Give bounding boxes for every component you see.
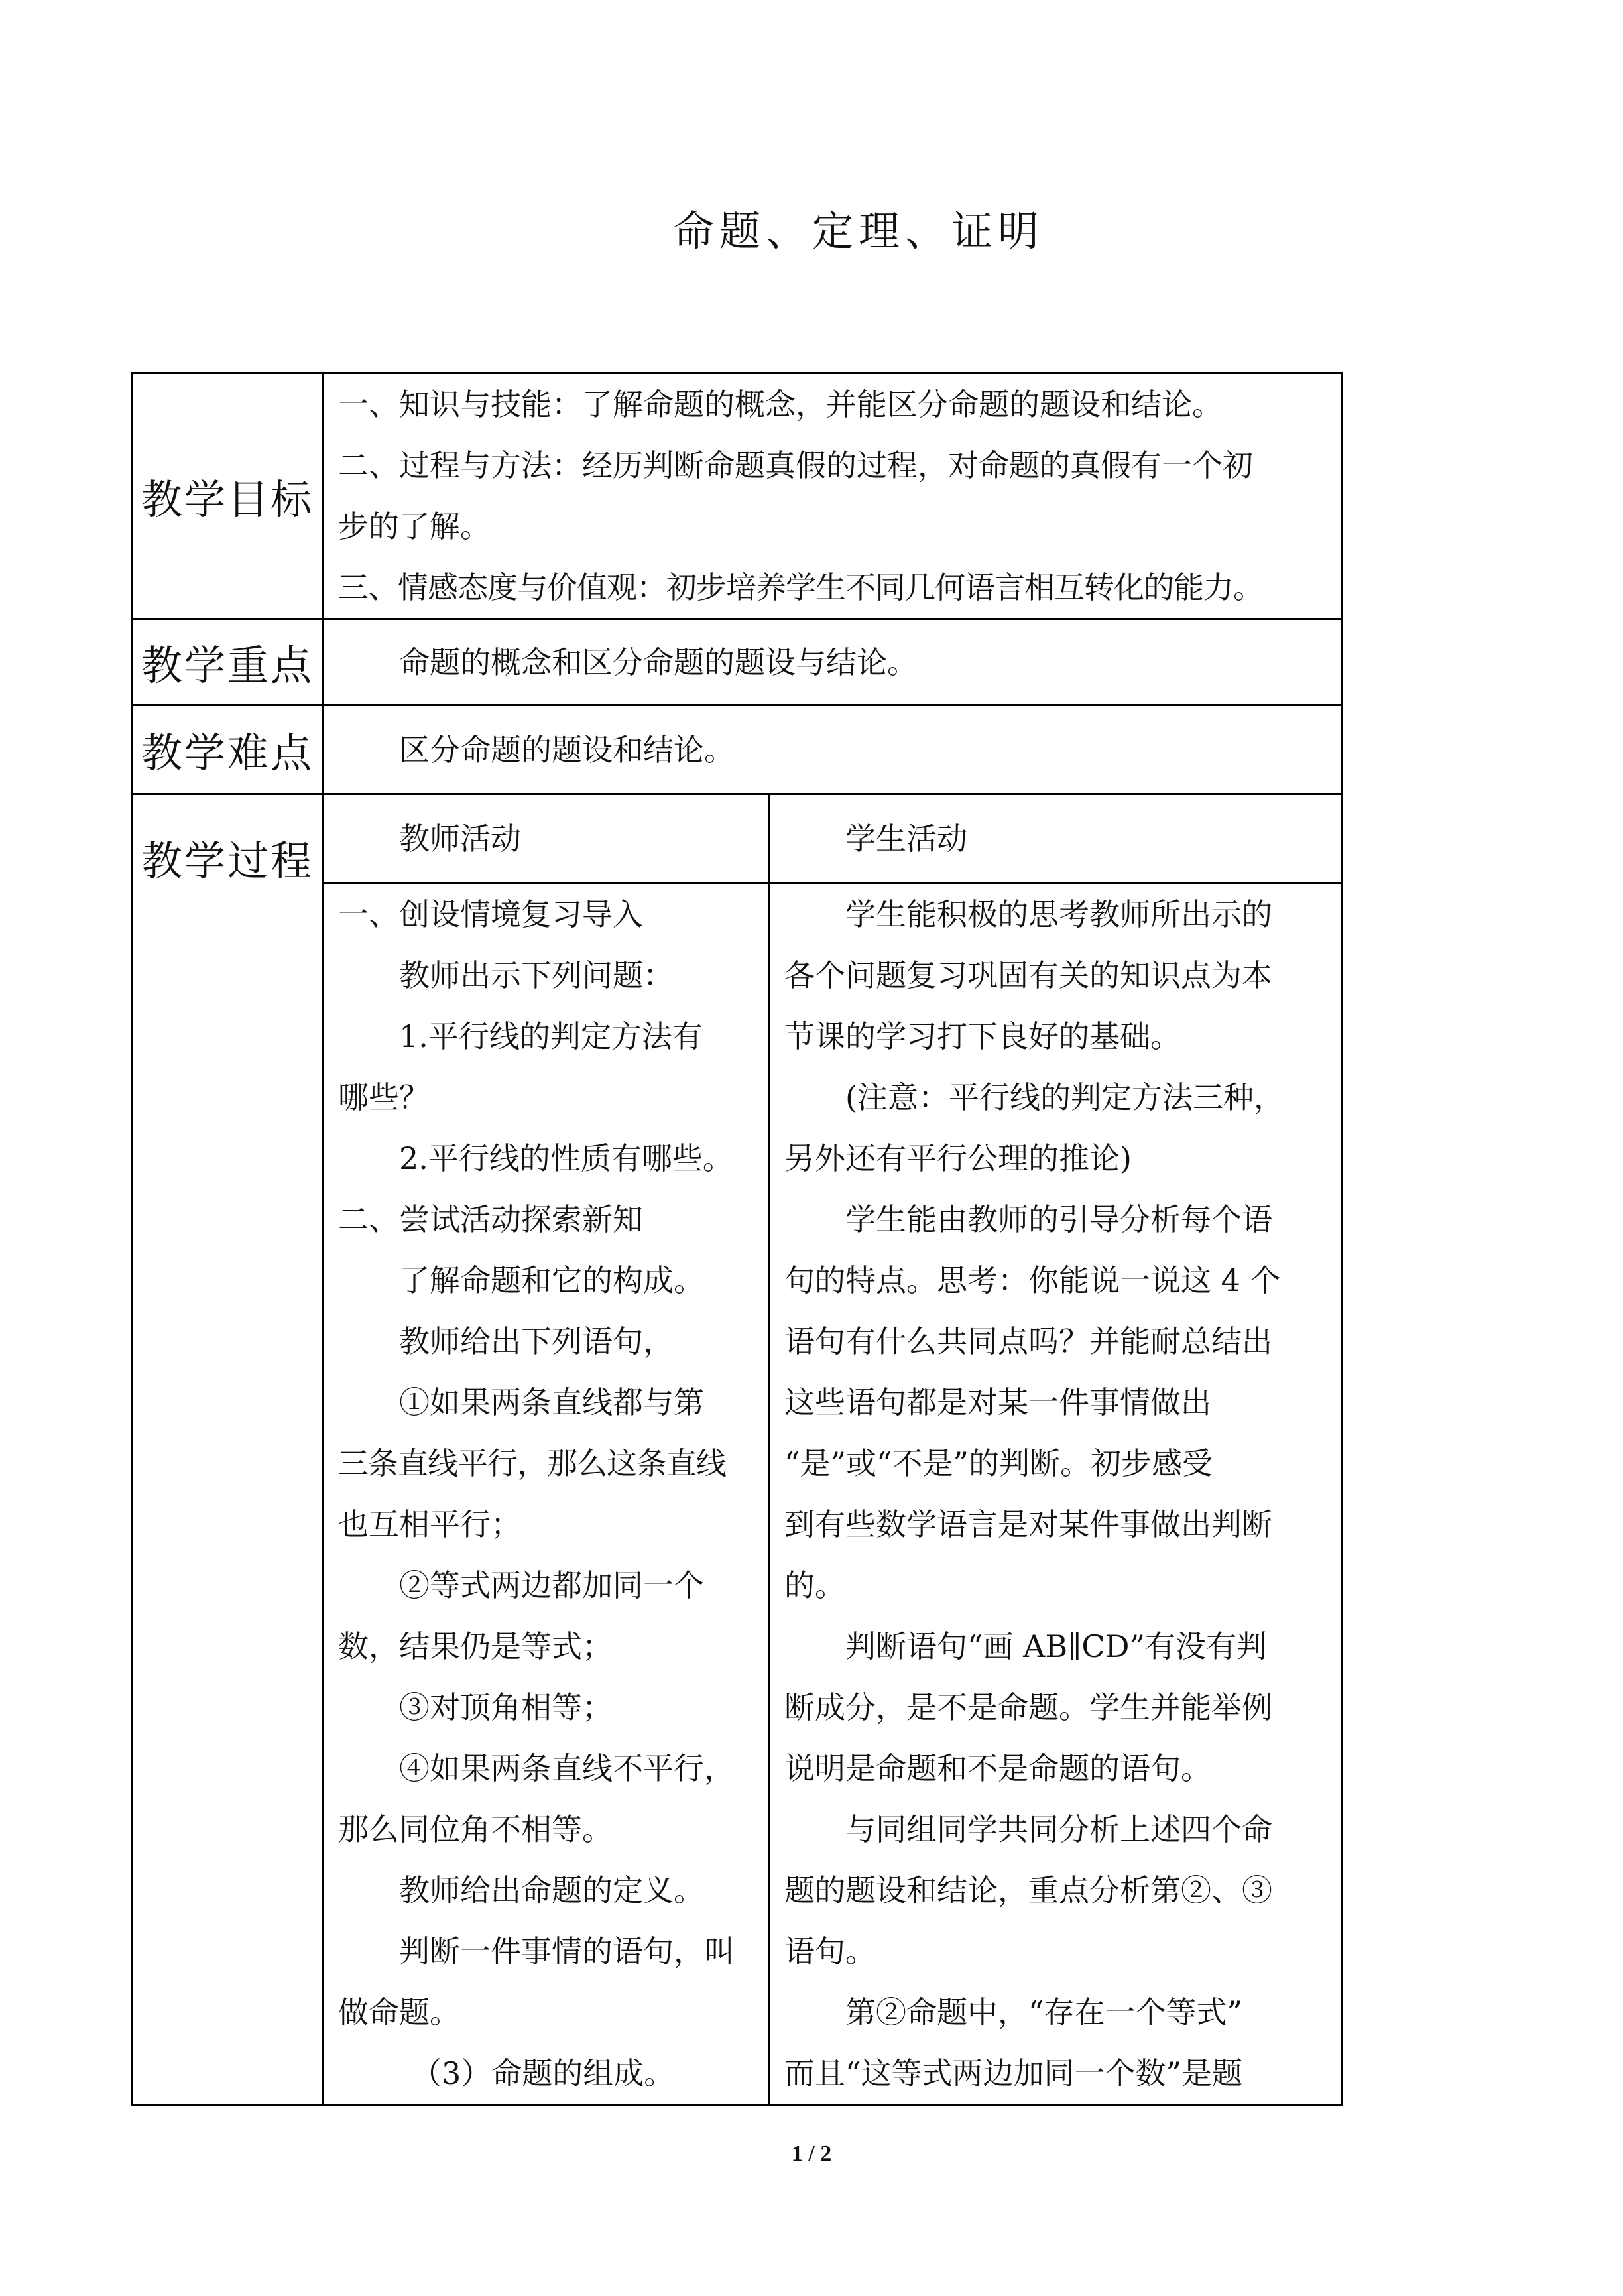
student-line: 第②命题中，“存在一个等式”: [845, 1994, 1243, 2030]
difficulty-text: 区分命题的题设和结论。: [399, 731, 735, 768]
teacher-header-cell: [323, 794, 769, 883]
teacher-line: ③对顶角相等；: [399, 1689, 613, 1725]
objective-line: 步的了解。: [338, 509, 491, 544]
student-line: 学生能由教师的引导分析每个语: [845, 1201, 1272, 1237]
teacher-line: （3）命题的组成。: [411, 2055, 675, 2091]
difficulty-content: [323, 705, 1342, 794]
teacher-line: 三条直线平行，那么这条直线: [338, 1445, 726, 1481]
difficulty-row: [133, 705, 1342, 794]
student-line: 语句。: [784, 1933, 876, 1969]
teacher-line: ④如果两条直线不平行，: [399, 1750, 735, 1786]
teacher-line: 判断一件事情的语句，叫: [399, 1933, 735, 1969]
student-line: 这些语句都是对某一件事情做出: [784, 1384, 1211, 1420]
student-line: “是”或“不是”的判断。初步感受: [784, 1445, 1213, 1481]
teacher-line: 那么同位角不相等。: [338, 1811, 613, 1847]
student-line: 节课的学习打下良好的基础。: [784, 1018, 1181, 1054]
teacher-line: 也互相平行；: [338, 1506, 521, 1542]
teacher-line: 教师给出下列语句，: [399, 1323, 674, 1359]
objectives-label: 教学目标: [133, 373, 323, 619]
teacher-line: ①如果两条直线都与第: [399, 1384, 704, 1420]
teacher-line: 2.平行线的性质有哪些。: [399, 1140, 733, 1176]
objective-line: 二、过程与方法：经历判断命题真假的过程，对命题的真假有一个初: [338, 448, 1253, 483]
process-label-cell: [133, 794, 323, 2105]
key-point-row: [133, 619, 1342, 705]
student-line: 另外还有平行公理的推论): [784, 1140, 1132, 1176]
objectives-content: [323, 373, 1342, 619]
page-number: 1 / 2: [791, 2142, 832, 2166]
objective-line: 一、知识与技能：了解命题的概念，并能区分命题的题设和结论。: [338, 387, 1223, 422]
key-point-content: [323, 619, 1342, 705]
student-line: 而且“这等式两边加同一个数”是题: [784, 2055, 1243, 2091]
objectives-row: [133, 373, 1342, 619]
teacher-line: 一、创设情境复习导入: [338, 896, 643, 932]
key-point-label: 教学重点: [133, 619, 323, 705]
student-line: 到有些数学语言是对某件事做出判断: [784, 1506, 1272, 1542]
student-header: 学生活动: [845, 820, 967, 857]
process-label: 教学过程: [141, 837, 314, 885]
teacher-line: 哪些？: [338, 1079, 430, 1115]
teacher-line: 数，结果仍是等式；: [338, 1628, 613, 1664]
student-line: 的。: [784, 1567, 845, 1603]
objective-line: 三、情感态度与价值观：初步培养学生不同几何语言相互转化的能力。: [338, 570, 1263, 605]
student-line: 与同组同学共同分析上述四个命: [845, 1811, 1272, 1847]
page-title: 命题、定理、证明: [672, 207, 1044, 255]
student-line: 语句有什么共同点吗？并能耐总结出: [784, 1323, 1272, 1359]
student-line: 学生能积极的思考教师所出示的: [845, 896, 1272, 932]
student-line: 各个问题复习巩固有关的知识点为本: [784, 957, 1272, 993]
student-header-cell: [769, 794, 1342, 883]
teacher-line: 教师给出命题的定义。: [399, 1872, 704, 1908]
student-line: 断成分，是不是命题。学生并能举例: [784, 1689, 1272, 1725]
teacher-activity-cell: [323, 883, 769, 2105]
teacher-line: ②等式两边都加同一个: [399, 1567, 704, 1603]
student-line: 判断语句“画 AB∥CD”有没有判: [845, 1628, 1268, 1664]
teacher-line: 了解命题和它的构成。: [399, 1262, 704, 1298]
student-line: 句的特点。思考：你能说一说这 4 个: [784, 1262, 1281, 1298]
key-point-text: 命题的概念和区分命题的题设与结论。: [399, 644, 918, 680]
student-activity-cell: [769, 883, 1342, 2105]
student-line: 说明是命题和不是命题的语句。: [784, 1750, 1211, 1786]
teacher-line: 教师出示下列问题：: [399, 957, 674, 993]
lesson-plan-table: [131, 372, 1343, 2106]
teacher-header: 教师活动: [399, 820, 521, 857]
teacher-line: 1.平行线的判定方法有: [399, 1018, 703, 1054]
student-line: (注意：平行线的判定方法三种，: [845, 1079, 1284, 1115]
teacher-line: 二、尝试活动探索新知: [338, 1201, 643, 1237]
process-header-row: [133, 794, 1342, 883]
student-line: 题的题设和结论，重点分析第②、③: [784, 1872, 1272, 1908]
teacher-line: 做命题。: [338, 1994, 460, 2030]
difficulty-label: 教学难点: [133, 705, 323, 794]
